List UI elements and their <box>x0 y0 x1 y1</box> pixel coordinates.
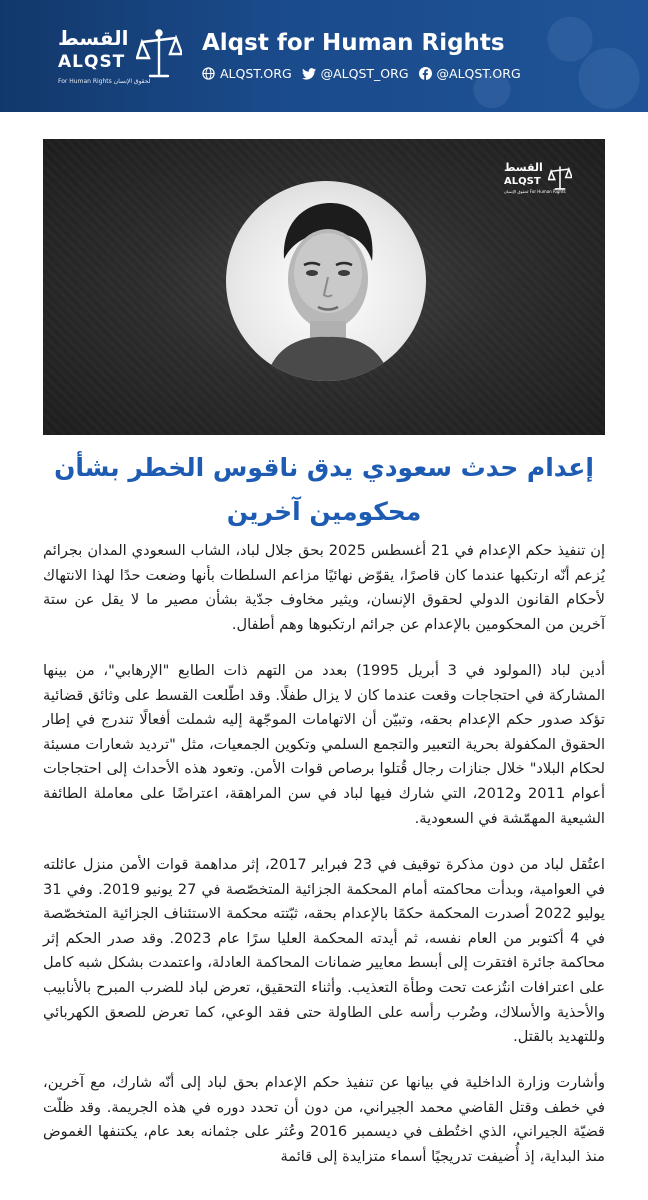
twitter-link[interactable] <box>302 66 409 81</box>
scales-of-justice-icon <box>136 28 182 82</box>
photo-watermark <box>498 159 578 199</box>
article-title-line-2: محكومين آخرين <box>226 497 422 526</box>
alqst-logo[interactable] <box>58 24 193 90</box>
facebook-label: @ALQST.ORG <box>436 66 521 81</box>
watermark-scales-icon <box>548 163 572 193</box>
article-paragraph-4: وأشارت وزارة الداخلية في بيانها عن تنفيذ حكم الإعدام بحق لباد إلى أنّه شارك، مع آخرين، في خطف وقتل القاضي محمد الجيراني، من دون أن تحدد دوره في هذه الجريمة. وقد ظلّت قضيّة الجيراني، الذي اختُطف في ديسمبر 2016 وعُثر على جثمانه بعد عام، يكتنفها الغموض منذ البداية، إذ أُضيفت تدريجيًا أسماء متزايدة إلى قائمة <box>43 1074 605 1165</box>
twitter-label: @ALQST_ORG <box>320 66 409 81</box>
watermark-arabic: القسط <box>504 161 543 174</box>
facebook-link[interactable] <box>419 66 521 81</box>
watermark-english: ALQST <box>504 176 541 187</box>
watermark-tagline: لحقوق الإنسان For Human Rights <box>504 189 566 194</box>
article-paragraph-1: إن تنفيذ حكم الإعدام في 21 أغسطس 2025 بحق جلال لباد، الشاب السعودي المدان بجرائم يُزعم أنّه ارتكبها عندما كان قاصرًا، يقوّض نهائيًا مزاعم السلطات بأنها وضعت حدًا لهذا الانتهاك لأحكام القانون الدولي لحقوق الإنسان، ويثير مخاوف جدّية بشأن مصير ما لا يقل عن ستة آخرين من المحكومين بالإعدام عن جرائم ارتكبوها وهم أطفال. <box>43 542 606 633</box>
portrait-circle <box>226 181 426 381</box>
logo-arabic-text: القسط <box>58 26 129 50</box>
facebook-icon <box>419 67 432 80</box>
world-map-background <box>388 0 648 112</box>
portrait-image <box>226 181 426 381</box>
twitter-icon <box>302 68 316 80</box>
logo-english-text: ALQST <box>58 52 126 72</box>
article-paragraph-3: اعتُقل لباد من دون مذكرة توقيف في 23 فبراير 2017، إثر مداهمة قوات الأمن منزل عائلته في العوامية، وبدأت محاكمته أمام المحكمة الجزائية المتخصّصة في 27 يونيو 2019. وفي 31 يوليو 2022 أصدرت المحكمة حكمًا بالإعدام بحقه، ثبّتته محكمة الاستئناف الجزائية المتخصّصة في 4 أكتوبر من العام نفسه، ثم أيدته المحكمة العليا سرًا عام 2023. وقد صدر الحكم إثر محاكمة جائرة افتقرت إلى أبسط معايير ضمانات المحاكمة العادلة، واعتمدت بشكل شبه كامل على اعترافات انتُزعت تحت وطأة التعذيب. وأثناء التحقيق، تعرض لباد للضرب المبرح بالأنابيب والأحذية والأسلاك، وضُرب رأسه على الطاولة حتى فقد الوعي، كما تعرض للصعق الكهربائي وللتهديد بالقتل. <box>43 856 606 1046</box>
logo-tagline: For Human Rights لحقوق الإنسان <box>58 78 151 85</box>
globe-icon <box>202 67 215 80</box>
social-links <box>202 66 531 81</box>
article-title <box>40 446 608 534</box>
featured-photo <box>43 139 605 435</box>
header-banner <box>0 0 648 112</box>
organization-name: Alqst for Human Rights <box>202 30 505 56</box>
article-paragraph-2: أدين لباد (المولود في 3 أبريل 1995) بعدد من التهم ذات الطابع "الإرهابي"، من بينها المشاركة في احتجاجات وقعت عندما كان لا يزال طفلًا. وقد اطّلعت القسط على وثائق قضائية تؤكد صدور حكم الإعدام بحقه، وتبيّن أن الاتهامات الموجّهة إليه شملت أفعالًا تندرج في إطار الحقوق المكفولة بحرية التعبير والتجمع السلمي وتكوين الجمعيات، مثل "ترديد شعارات مسيئة لحكام البلاد" خلال جنازات رجال قُتلوا برصاص قوات الأمن. وتعود هذه الأحداث إلى احتجاجات أعوام 2011 و2012، التي شارك فيها لباد في سن المراهقة، اعتراضًا على معاملة الطائفة الشيعية المهمّشة في السعودية. <box>43 662 606 827</box>
website-link[interactable] <box>202 66 292 81</box>
website-label: ALQST.ORG <box>220 66 292 81</box>
article-title-line-1: إعدام حدث سعودي يدق ناقوس الخطر بشأن <box>54 453 594 482</box>
